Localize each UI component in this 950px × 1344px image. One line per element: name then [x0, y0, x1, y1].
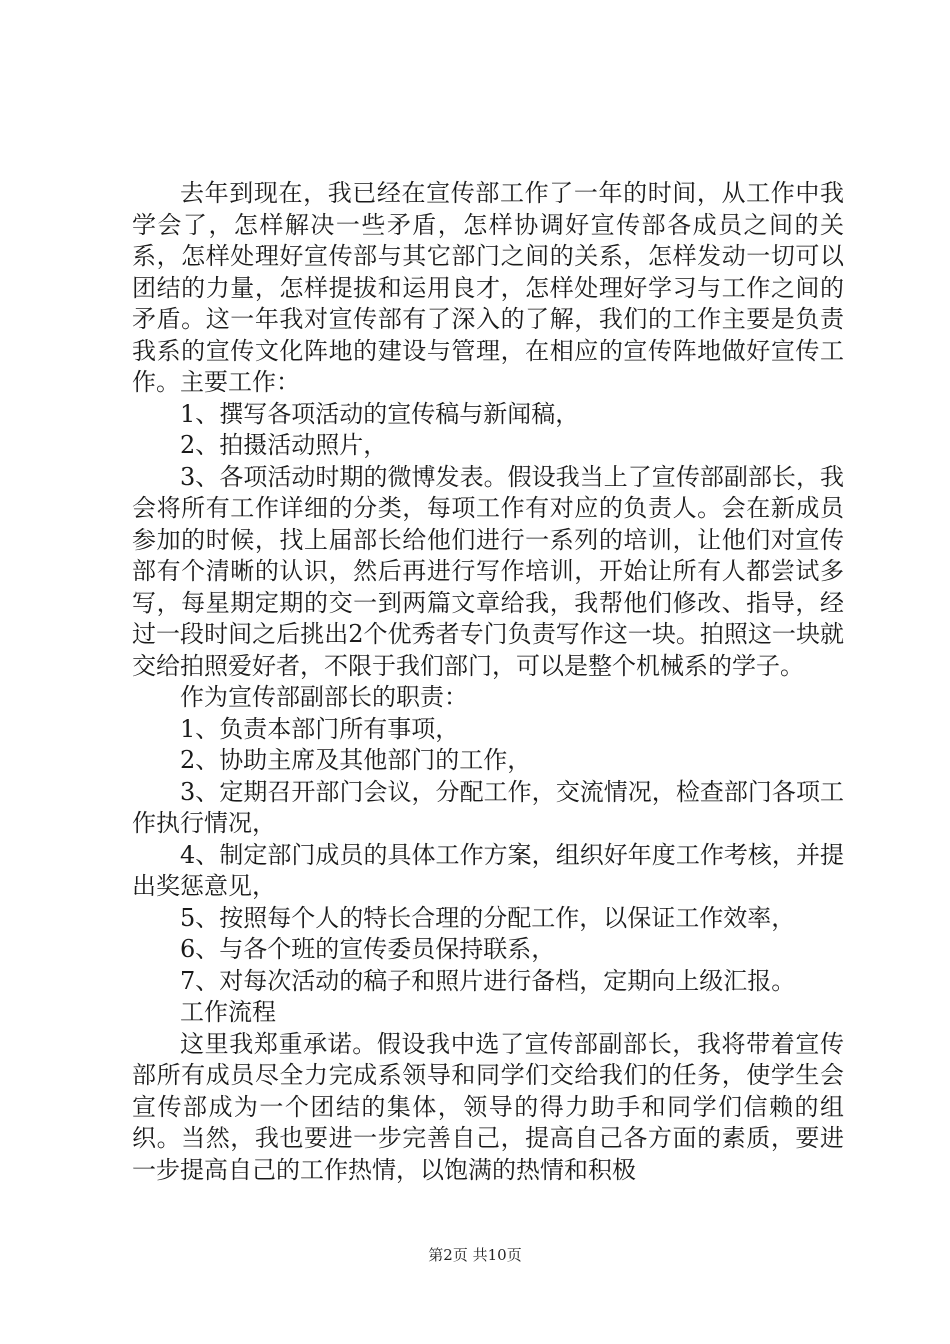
paragraph-duty-1: 1、负责本部门所有事项， [180, 714, 460, 743]
paragraph-workflow-heading: 工作流程 [180, 998, 276, 1026]
paragraph-work-item-3: 3、各项活动时期的微博发表。假设我当上了宣传部副部长，我会将所有工作详细的分类，每项工作有对应的负责人。会在新成员参加的时候，找上届部长给他们进行一系列的培训，让他们对宣传部有个清晰的认识，然后再进行写作培训，开始让所有人都尝试多写，每星期定期的交一到两篇文章给我，我帮他们修改、指导，经过一段时间之后挑出2个优秀者专门负责写作这一块。拍照这一块就交给拍照爱好者，不限于我们部门，可以是整个机械系的学子。 [132, 462, 844, 680]
page-number-footer: 第2页 共10页 [428, 1246, 522, 1264]
paragraph-duty-3: 3、定期召开部门会议，分配工作，交流情况，检查部门各项工作执行情况， [132, 777, 844, 837]
paragraph-duty-6: 6、与各个班的宣传委员保持联系， [180, 935, 556, 963]
paragraph-commitment: 这里我郑重承诺。假设我中选了宣传部副部长，我将带着宣传部所有成员尽全力完成系领导和同学们交给我们的任务，使学生会宣传部成为一个团结的集体，领导的得力助手和同学们信赖的组织。当然，我也要进一步完善自己，提高自己各方面的素质，要进一步提高自己的工作热情，以饱满的热情和积极 [132, 1029, 844, 1184]
paragraph-work-item-1: 1、撰写各项活动的宣传稿与新闻稿， [180, 399, 580, 428]
paragraph-duty-5: 5、按照每个人的特长合理的分配工作，以保证工作效率， [180, 903, 796, 932]
paragraph-duty-7: 7、对每次活动的稿子和照片进行备档，定期向上级汇报。 [180, 966, 796, 995]
paragraph-duty-4: 4、制定部门成员的具体工作方案，组织好年度工作考核，并提出奖惩意见， [132, 840, 844, 900]
paragraph-intro: 去年到现在，我已经在宣传部工作了一年的时间，从工作中我学会了，怎样解决一些矛盾，怎样协调好宣传部各成员之间的关系，怎样处理好宣传部与其它部门之间的关系，怎样发动一切可以团结的力量，怎样提拔和运用良才，怎样处理好学习与工作之间的矛盾。这一年我对宣传部有了深入的了解，我们的工作主要是负责我系的宣传文化阵地的建设与管理，在相应的宣传阵地做好宣传工作。主要工作： [132, 179, 844, 396]
paragraph-duty-2: 2、协助主席及其他部门的工作， [180, 746, 532, 774]
paragraph-work-item-2: 2、拍摄活动照片， [180, 431, 388, 459]
document-body [132, 178, 844, 1186]
paragraph-duties-heading: 作为宣传部副部长的职责： [180, 683, 468, 711]
